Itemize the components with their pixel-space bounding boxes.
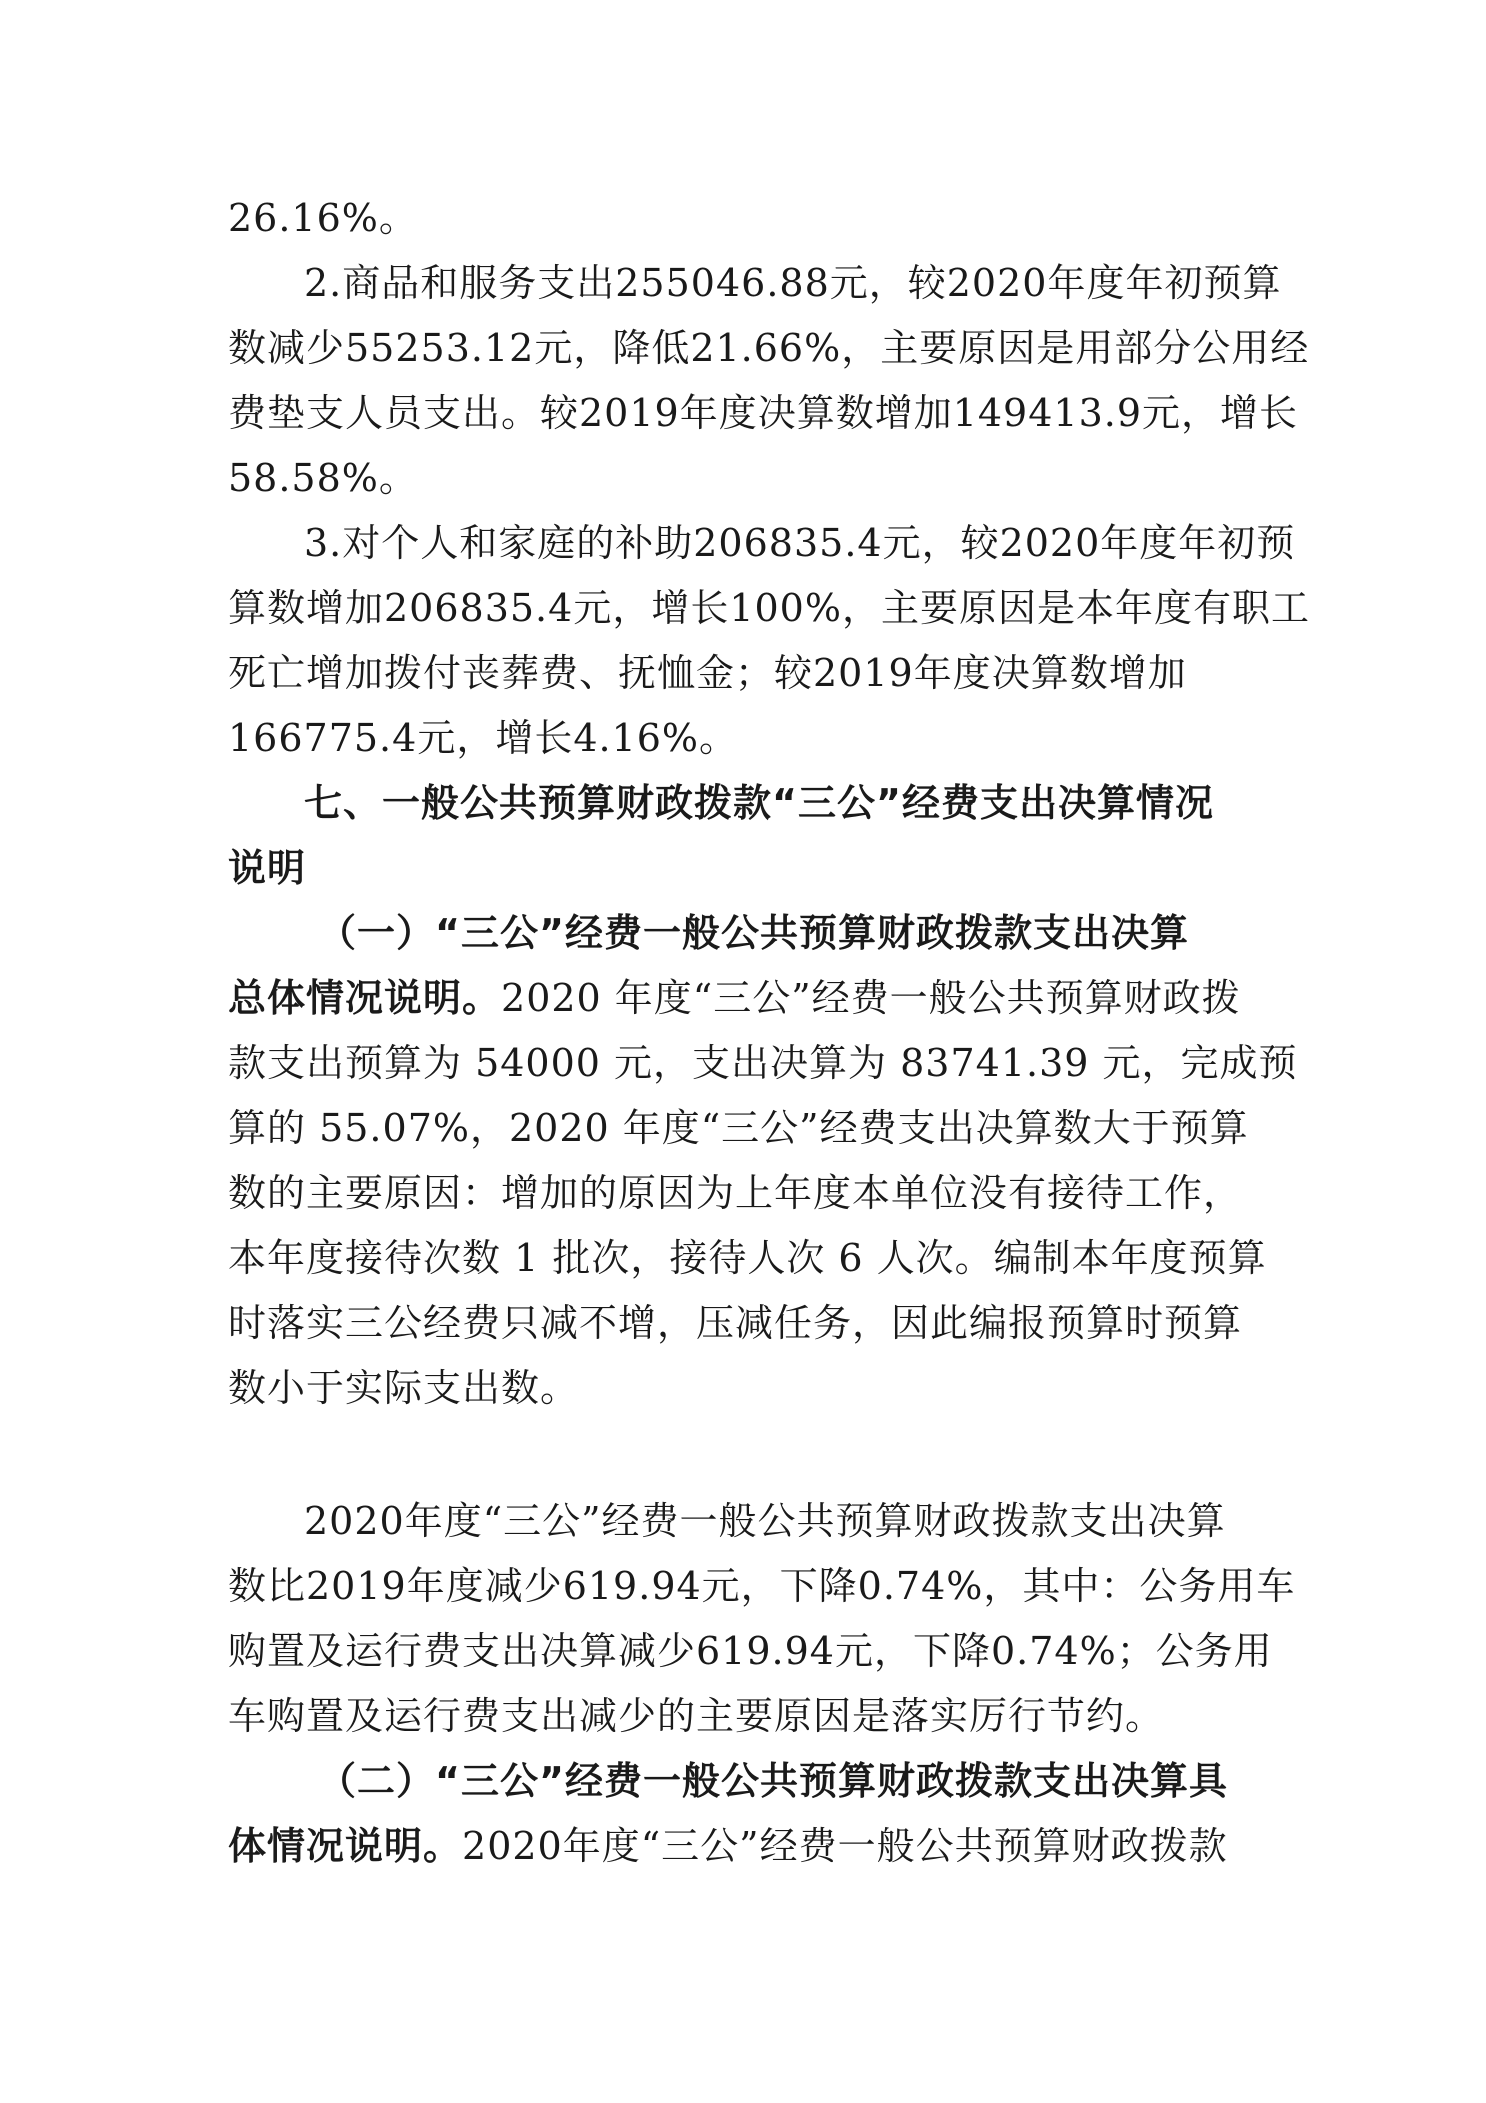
- text-line: 2020年度“三公”经费一般公共预算财政拨款: [462, 1824, 1228, 1868]
- section-heading: 七、一般公共预算财政拨款“三公”经费支出决算情况: [304, 781, 1214, 825]
- text-line: 死亡增加拨付丧葬费、抚恤金；较2019年度决算数增加: [228, 651, 1187, 695]
- section-heading: 说明: [228, 846, 307, 890]
- text-line: 数减少55253.12元，降低21.66%，主要原因是用部分公用经: [228, 326, 1310, 370]
- text-line: 2.商品和服务支出255046.88元，较2020年度年初预算: [304, 261, 1282, 305]
- subsection-heading: （一）“三公”经费一般公共预算财政拨款支出决算: [318, 911, 1189, 955]
- text-line: 数小于实际支出数。: [228, 1366, 580, 1410]
- text-line: 本年度接待次数 1 批次，接待人次 6 人次。编制本年度预算: [228, 1236, 1267, 1280]
- text-line: 时落实三公经费只减不增，压减任务，因此编报预算时预算: [228, 1301, 1243, 1345]
- text-line: 款支出预算为 54000 元，支出决算为 83741.39 元，完成预: [228, 1041, 1298, 1085]
- subsection-heading: 体情况说明。: [228, 1824, 463, 1868]
- text-line: 2020 年度“三公”经费一般公共预算财政拨: [501, 976, 1241, 1020]
- subsection-heading: （二）“三公”经费一般公共预算财政拨款支出决算具: [318, 1759, 1228, 1803]
- text-line: 3.对个人和家庭的补助206835.4元，较2020年度年初预: [304, 521, 1296, 565]
- subsection-heading: 总体情况说明。: [228, 976, 502, 1020]
- text-line: 26.16%。: [228, 196, 418, 240]
- text-line: 数的主要原因：增加的原因为上年度本单位没有接待工作，: [228, 1171, 1243, 1215]
- text-line: 数比2019年度减少619.94元，下降0.74%，其中：公务用车: [228, 1564, 1296, 1608]
- text-line: 58.58%。: [228, 456, 418, 500]
- text-line: 166775.4元，增长4.16%。: [228, 716, 739, 760]
- text-line: 车购置及运行费支出减少的主要原因是落实厉行节约。: [228, 1694, 1165, 1738]
- text-line: 费垫支人员支出。较2019年度决算数增加149413.9元，增长: [228, 391, 1299, 435]
- text-line: 2020年度“三公”经费一般公共预算财政拨款支出决算: [304, 1499, 1226, 1543]
- text-line: [228, 973, 1241, 1023]
- text-line: 算数增加206835.4元，增长100%，主要原因是本年度有职工: [228, 586, 1310, 630]
- text-line: 购置及运行费支出决算减少619.94元，下降0.74%；公务用: [228, 1629, 1273, 1673]
- text-line: [228, 1821, 1228, 1871]
- text-line: 算的 55.07%，2020 年度“三公”经费支出决算数大于预算: [228, 1106, 1249, 1150]
